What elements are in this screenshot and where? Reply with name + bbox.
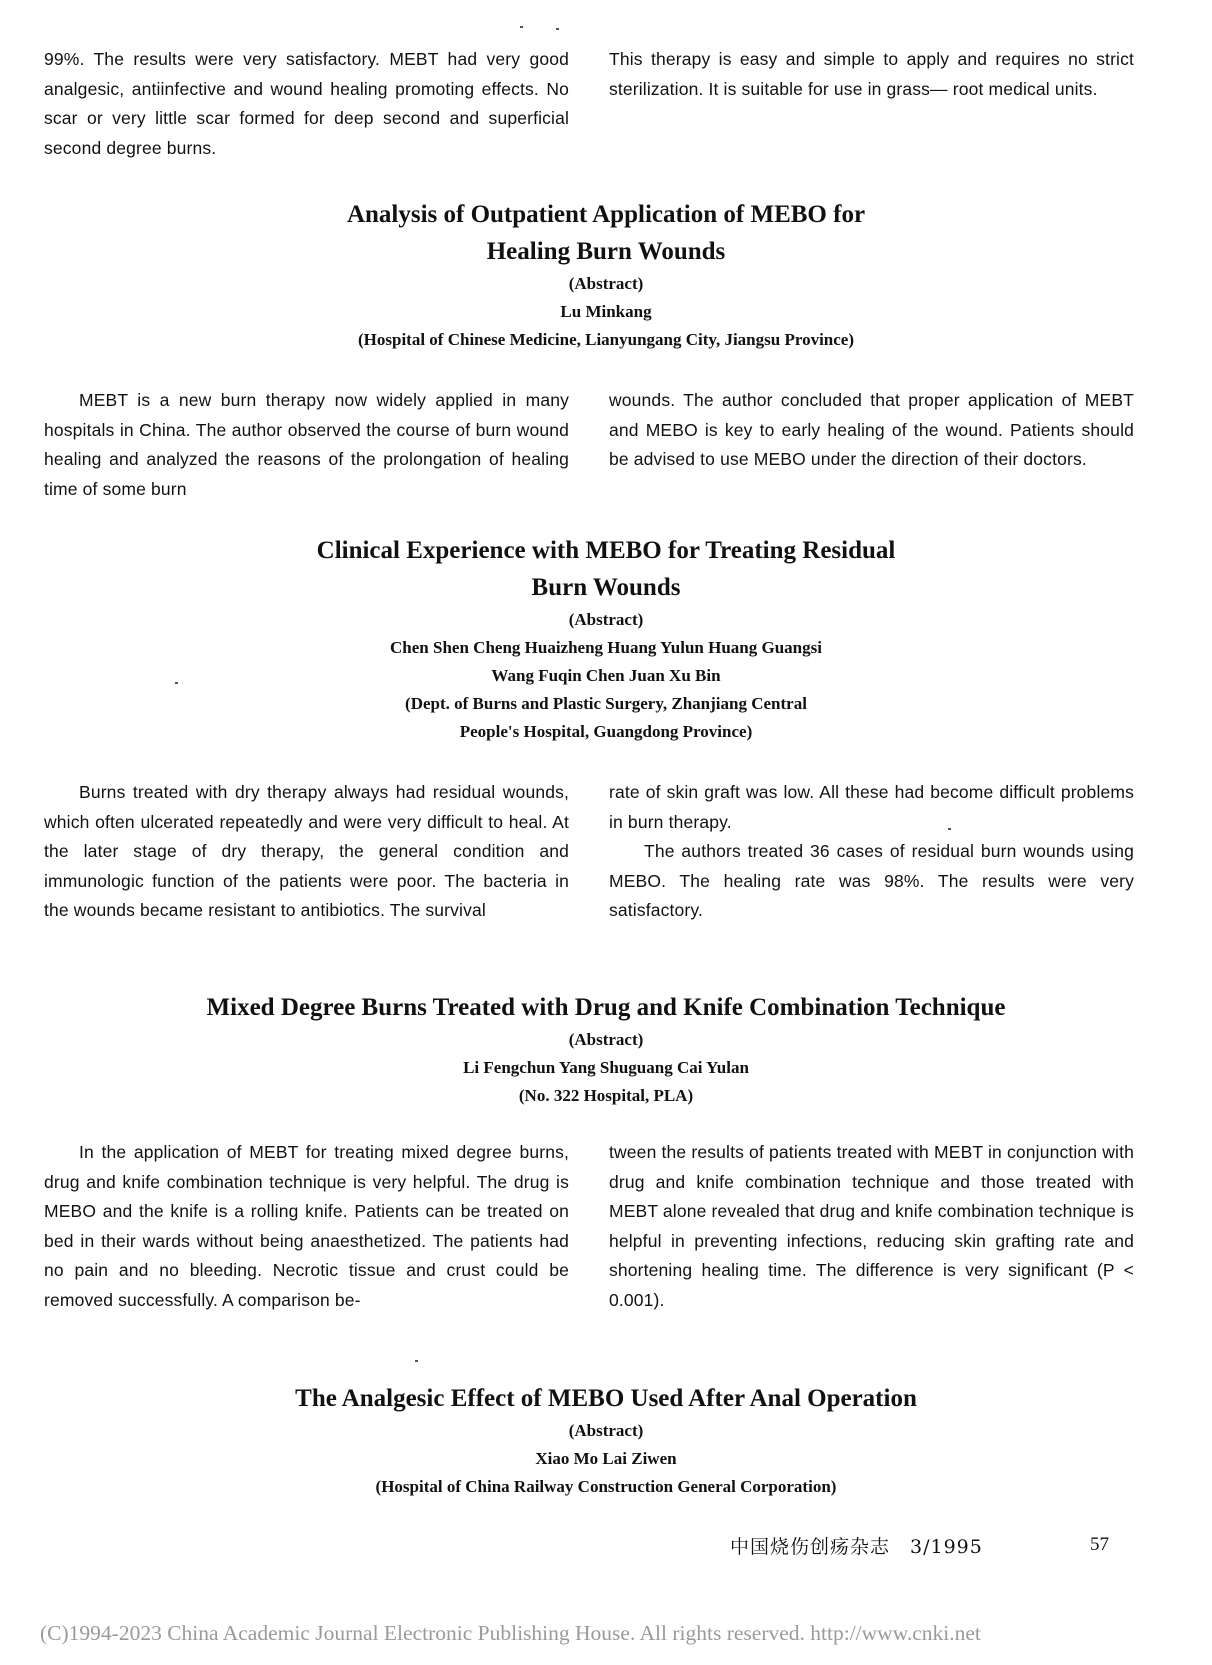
author-list: Li Fengchun Yang Shuguang Cai Yulan xyxy=(463,1058,749,1077)
paragraph: rate of skin graft was low. All these had become difficult problems in burn therapy. xyxy=(609,782,1134,832)
right-column xyxy=(609,386,1134,504)
author-list: Xiao Mo Lai Ziwen xyxy=(535,1449,677,1468)
right-column xyxy=(609,778,1134,926)
paragraph: This therapy is easy and simple to apply and requires no strict sterilization. It is suitable for use in grass— root medical units. xyxy=(609,49,1134,99)
article-body xyxy=(44,386,1134,504)
left-column xyxy=(44,386,569,504)
affiliation: (Dept. of Burns and Plastic Surgery, Zhanjiang Central xyxy=(405,694,807,713)
article-title: Healing Burn Wounds xyxy=(486,238,726,265)
article-body xyxy=(44,1138,1134,1315)
scan-speck xyxy=(520,26,523,28)
affiliation: (No. 322 Hospital, PLA) xyxy=(518,1086,694,1105)
page-number: 57 xyxy=(1090,1534,1109,1555)
paragraph: MEBT is a new burn therapy now widely applied in many hospitals in China. The author observed the course of burn wound healing and analyzed the reasons of the prolongation of healing time of some burn xyxy=(44,390,569,499)
abstract-label: (Abstract) xyxy=(568,1030,644,1049)
author-list: Wang Fuqin Chen Juan Xu Bin xyxy=(491,666,721,685)
copyright-notice: (C)1994-2023 China Academic Journal Electronic Publishing House. All rights reserved. http://www.cnki.net xyxy=(40,1621,981,1645)
affiliation: (Hospital of China Railway Construction General Corporation) xyxy=(375,1477,837,1496)
abstract-label: (Abstract) xyxy=(568,610,644,629)
paragraph: Burns treated with dry therapy always had residual wounds, which often ulcerated repeatedly and were very difficult to heal. At the later stage of dry therapy, the general condition and immunologic function of the patients were poor. The bacteria in the wounds became resistant to antibiotics. The survival xyxy=(44,782,569,920)
abstract-label: (Abstract) xyxy=(568,274,644,293)
left-column xyxy=(44,778,569,926)
article-heading xyxy=(0,989,1212,1110)
article-heading xyxy=(0,196,1212,354)
article-title: The Analgesic Effect of MEBO Used After Anal Operation xyxy=(295,1385,917,1412)
right-column xyxy=(609,45,1134,163)
paragraph: tween the results of patients treated with MEBT in conjunction with drug and knife combination technique and those treated with MEBT alone revealed that drug and knife combination technique is helpful in preventing infections, reducing skin grafting rate and shortening healing time. The difference is very significant (P < 0.001). xyxy=(609,1142,1134,1310)
article-title: Burn Wounds xyxy=(531,574,681,601)
affiliation: (Hospital of Chinese Medicine, Lianyungang City, Jiangsu Province) xyxy=(357,330,855,349)
left-column xyxy=(44,1138,569,1315)
paragraph: 99%. The results were very satisfactory. MEBT had very good analgesic, antiinfective and wound healing promoting effects. No scar or very little scar formed for deep second and superficial second degree burns. xyxy=(44,49,569,158)
paragraph: In the application of MEBT for treating mixed degree burns, drug and knife combination technique is very helpful. The drug is MEBO and the knife is a rolling knife. Patients can be treated on bed in their wards without being anaesthetized. The patients had no pain and no bleeding. Necrotic tissue and crust could be removed successfully. A comparison be- xyxy=(44,1142,569,1310)
journal-footer: 中国烧伤创疡杂志 3/1995 xyxy=(730,1536,983,1558)
top-fragment xyxy=(44,45,1134,163)
article-title: Analysis of Outpatient Application of MEBO for xyxy=(346,201,866,228)
abstract-label: (Abstract) xyxy=(568,1421,644,1440)
author-list: Lu Minkang xyxy=(560,302,652,321)
affiliation: People's Hospital, Guangdong Province) xyxy=(459,722,753,741)
scan-speck xyxy=(556,28,559,30)
article-heading xyxy=(0,532,1212,746)
article-title: Mixed Degree Burns Treated with Drug and Knife Combination Technique xyxy=(206,994,1006,1021)
scan-speck xyxy=(415,1360,418,1362)
article-heading xyxy=(0,1380,1212,1501)
article-body xyxy=(44,778,1134,926)
paragraph: wounds. The author concluded that proper application of MEBT and MEBO is key to early healing of the wound. Patients should be advised to use MEBO under the direction of their doctors. xyxy=(609,390,1134,469)
scan-speck xyxy=(175,682,178,684)
right-column xyxy=(609,1138,1134,1315)
author-list: Chen Shen Cheng Huaizheng Huang Yulun Huang Guangsi xyxy=(390,638,822,657)
paragraph: The authors treated 36 cases of residual burn wounds using MEBO. The healing rate was 98%. The results were very satisfactory. xyxy=(609,841,1134,920)
left-column xyxy=(44,45,569,163)
scan-speck xyxy=(948,828,951,830)
article-title: Clinical Experience with MEBO for Treating Residual xyxy=(316,537,896,564)
